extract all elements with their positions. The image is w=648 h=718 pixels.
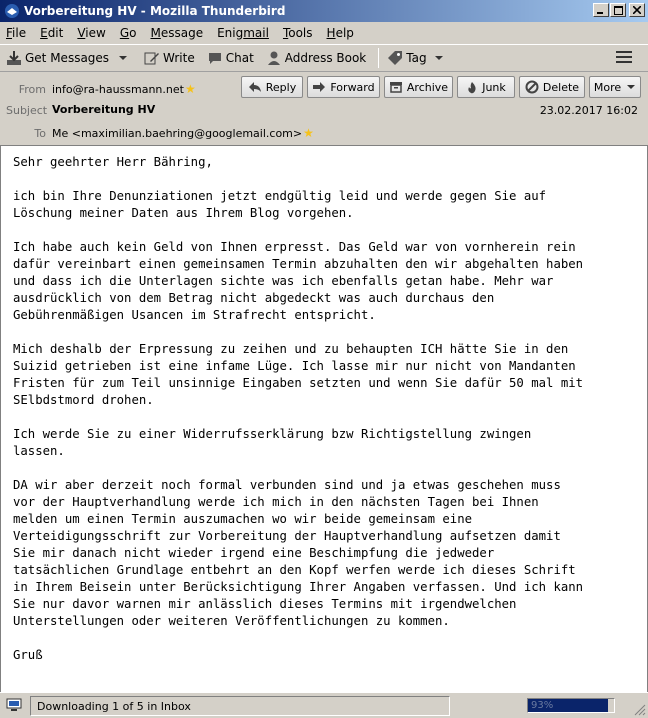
chat-button[interactable] <box>207 50 254 66</box>
maximize-icon <box>614 6 623 15</box>
toolbar-separator <box>378 48 379 68</box>
window-title: Vorbereitung HV - Mozilla Thunderbird <box>24 4 286 18</box>
forward-arrow-icon <box>312 81 326 93</box>
window-controls <box>592 3 645 17</box>
star-icon[interactable]: ★ <box>184 82 196 96</box>
menu-file[interactable]: File <box>6 26 27 40</box>
get-messages-button[interactable] <box>6 50 132 66</box>
menu-bar <box>0 22 648 44</box>
to-value[interactable]: Me <maximilian.baehring@googlemail.com>★ <box>52 126 314 140</box>
reply-label: Reply <box>265 80 297 94</box>
close-button[interactable] <box>629 3 645 17</box>
delete-label: Delete <box>542 80 580 94</box>
status-bar <box>0 692 648 718</box>
star-icon[interactable]: ★ <box>303 126 314 140</box>
menu-go[interactable]: Go <box>119 26 137 40</box>
write-button[interactable] <box>144 50 195 66</box>
minimize-icon <box>597 6 605 14</box>
from-value[interactable]: info@ra-haussmann.net★ <box>52 82 196 96</box>
write-label: Write <box>163 51 195 65</box>
reply-button[interactable] <box>241 76 303 98</box>
message-date: 23.02.2017 16:02 <box>539 104 638 117</box>
message-body[interactable] <box>0 146 648 692</box>
chat-label: Chat <box>225 51 254 65</box>
hamburger-icon <box>616 51 632 53</box>
pencil-icon <box>144 50 160 66</box>
maximize-button[interactable] <box>610 3 626 17</box>
menu-enigmail[interactable]: Enigmail <box>217 26 269 40</box>
resize-grip-icon[interactable] <box>634 704 646 716</box>
from-label: From <box>18 83 46 96</box>
archive-label: Archive <box>406 80 449 94</box>
forward-button[interactable] <box>307 76 380 98</box>
more-button[interactable] <box>589 76 641 98</box>
address-book-button[interactable] <box>266 50 366 66</box>
menu-view[interactable]: View <box>77 26 106 40</box>
main-toolbar <box>0 44 648 72</box>
junk-label: Junk <box>482 80 506 94</box>
menu-tools[interactable]: Tools <box>282 26 313 40</box>
tag-button[interactable] <box>387 50 447 66</box>
app-menu-button[interactable] <box>616 51 632 66</box>
address-book-label: Address Book <box>284 51 367 65</box>
junk-flame-icon <box>466 81 478 94</box>
subject-label: Subject <box>6 104 48 117</box>
menu-help[interactable]: Help <box>326 26 354 40</box>
dropdown-arrow-icon[interactable] <box>117 54 129 62</box>
archive-button[interactable] <box>384 76 453 98</box>
title-bar <box>0 0 648 22</box>
thunderbird-icon <box>4 3 20 19</box>
menu-edit[interactable]: Edit <box>40 26 64 40</box>
dropdown-arrow-icon <box>433 54 445 62</box>
close-icon <box>633 6 641 14</box>
reply-arrow-icon <box>248 81 262 93</box>
forward-label: Forward <box>330 80 375 94</box>
tag-label: Tag <box>406 51 427 65</box>
archive-box-icon <box>389 81 403 93</box>
minimize-button[interactable] <box>593 3 609 17</box>
progress-fill <box>528 699 608 712</box>
subject-value: Vorbereitung HV <box>52 103 156 116</box>
menu-message[interactable]: Message <box>150 26 204 40</box>
chat-bubble-icon <box>207 50 223 66</box>
progress-label: 93% <box>531 700 554 711</box>
message-body-text: Sehr geehrter Herr Bähring, ich bin Ihre Denunziationen jetzt endgültig leid und werde gegen Sie auf Löschung meiner Daten aus Ihrem Blog vorgehen. Ich habe auch kein Geld von Ihnen erpresst. Das Geld war von vornherein rein dafür vereinbart einen gemeinsamen Termin abzuhalten den wir abgehalten haben und dass ich die Unterlagen sichte was ich ebenfalls getan habe. Mehr war ausdrücklich von dem Betrag nicht abgedeckt was auch durchaus den Gebührenmäßigen Usancen im Strafrecht entspricht. Mich deshalb der Erpressung zu zeihen und zu behaupten ICH hätte Sie in den Suizid getrieben ist eine infame Lüge. Ich lasse mir nur nicht von Mandanten Fristen für zum Teil unsinnige Eingaben setzten und wenn Sie dafür 50 mal mit SElbdstmord drohen. Ich werde Sie zu einer Widerrufsserklärung bzw Richtigstellung zwingen lassen. DA wir aber derzeit noch formal verbunden sind und ja etwas geschehen muss vor der Hauptverhandlung werde ich mich in den nächsten Tagen bei Ihnen melden um einen Termin auszumachen wo wir beide gemeinsam eine Verteidigungsschrift zur Vorbereitung der Hauptverhandlung aufsetzen damit Sie mir danach nicht wieder irgend eine Beschimpfung die jedweder tatsächlichen Grundlage entbehrt an den Kopf werfen werde ich dieses Schrift in Ihrem Beisein unter Berücksichtigung Ihrer Angaben verfassen. Und ich kann Sie nur davor warnen mir anlässlich dieses Termins mit irgendwelchen Unterstellungen oder weiteren Veröffentlichungen zu kommen. Gruß <box>13 155 584 662</box>
download-icon <box>6 50 22 66</box>
to-label: To <box>34 127 46 140</box>
delete-circle-icon <box>525 80 539 94</box>
person-icon <box>266 50 282 66</box>
tag-icon <box>387 50 403 66</box>
junk-button[interactable] <box>457 76 515 98</box>
get-messages-label: Get Messages <box>25 51 110 65</box>
status-text: Downloading 1 of 5 in Inbox <box>30 696 450 716</box>
more-label: More <box>593 80 622 94</box>
chevron-down-icon <box>626 83 636 91</box>
delete-button[interactable] <box>519 76 585 98</box>
network-status-icon[interactable] <box>6 698 22 712</box>
download-progress-bar <box>527 698 615 713</box>
